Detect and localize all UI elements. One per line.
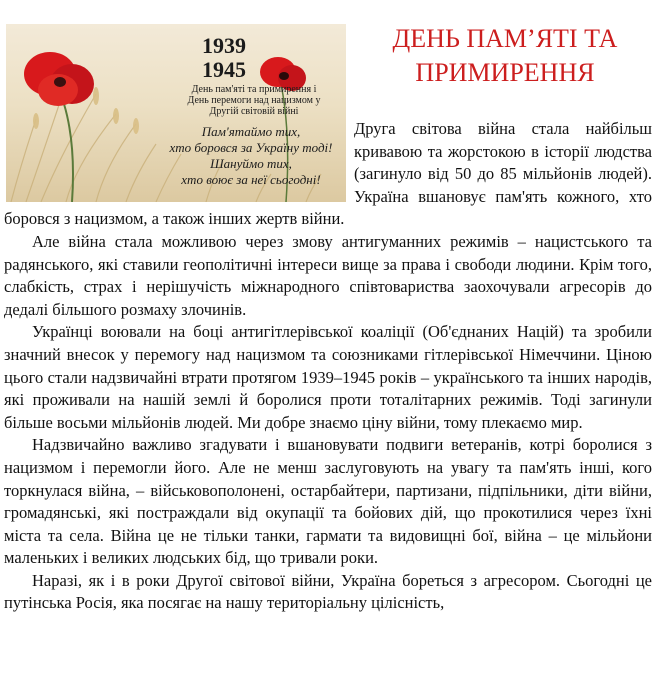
caption-line: День пам'яті та примирення і xyxy=(191,84,317,95)
year-start: 1939 xyxy=(202,33,246,58)
caption-line: Другій світовій війні xyxy=(209,106,299,117)
paragraph: Друга світова війна стала найбільш кривавою та жорстокою в історії людства (загинуло від 50 до 85 мільйонів людей). Україна вшановує пам'ять кожного, хто боровся з нацизмом, а також інших жертв війни. xyxy=(4,119,652,229)
slogan-line: Шануймо тих, xyxy=(210,156,292,171)
slogan-line: Пам'ятаймо тих, xyxy=(201,124,301,139)
slogan-line: хто воює за неї сьогодні! xyxy=(181,172,321,187)
slogan-line: хто боровся за Україну тоді! xyxy=(169,140,333,155)
poppy-flower-icon xyxy=(24,52,94,106)
paragraph: Наразі, як і в роки Другої світової війни, Україна бореться з агресором. Сьогодні це путінська Росія, яка посягає на нашу територіальну цілісність, xyxy=(4,570,652,613)
paragraph: Але війна стала можливою через змову антигуманних режимів – нацистського та радянського, які ставили геополітичні інтереси вище за права і свободи людини. Крім того, слабкість, страх і нерішучість міжнародного співтовариства заохочували агресорів до дедалі більшого розмаху злочинів. xyxy=(4,231,652,319)
caption-line: День перемоги над нацизмом у xyxy=(187,95,321,106)
years-block xyxy=(194,34,254,82)
title-line: ПРИМИРЕННЯ xyxy=(415,58,595,87)
poster-caption xyxy=(166,84,342,117)
year-end: 1945 xyxy=(202,57,246,82)
title-line: ДЕНЬ ПАМ’ЯТІ ТА xyxy=(392,24,618,53)
paragraph: Надзвичайно важливо згадувати і вшановувати подвиги ветеранів, котрі боролися з нацизмом і перемогли його. Але не менш заслуговують на увагу та пам'ять інші, кого торкнулася війна, – військовополонені, остарбайтери, партизани, підпільники, діти війни, громадянські, які постраждали від окупації та бойових дій, що прокотилися через їхні міста та села. Війна це не тільки танки, гармати та видовищні бої, війна – це мільйони маленьких і великих людських бід, що тривали роки. xyxy=(4,435,652,568)
image-wrap-spacer xyxy=(4,118,354,206)
paragraph: Українці воювали на боці антигітлерівської коаліції (Об'єднаних Націй) та зробили значний внесок у перемогу над нацизмом та союзниками гітлерівської Німеччини. Ціною цього стали надзвичайні втрати протягом 1939–1945 років – українського та інших народів, які проживали на нашій землі й боролися проти тоталітарних режимів. Тоді загинули більше восьми мільйонів людей. Ми добре знаємо ціну війни, тому плекаємо мир. xyxy=(4,322,652,432)
page-title xyxy=(360,22,650,90)
article-body xyxy=(4,118,652,615)
